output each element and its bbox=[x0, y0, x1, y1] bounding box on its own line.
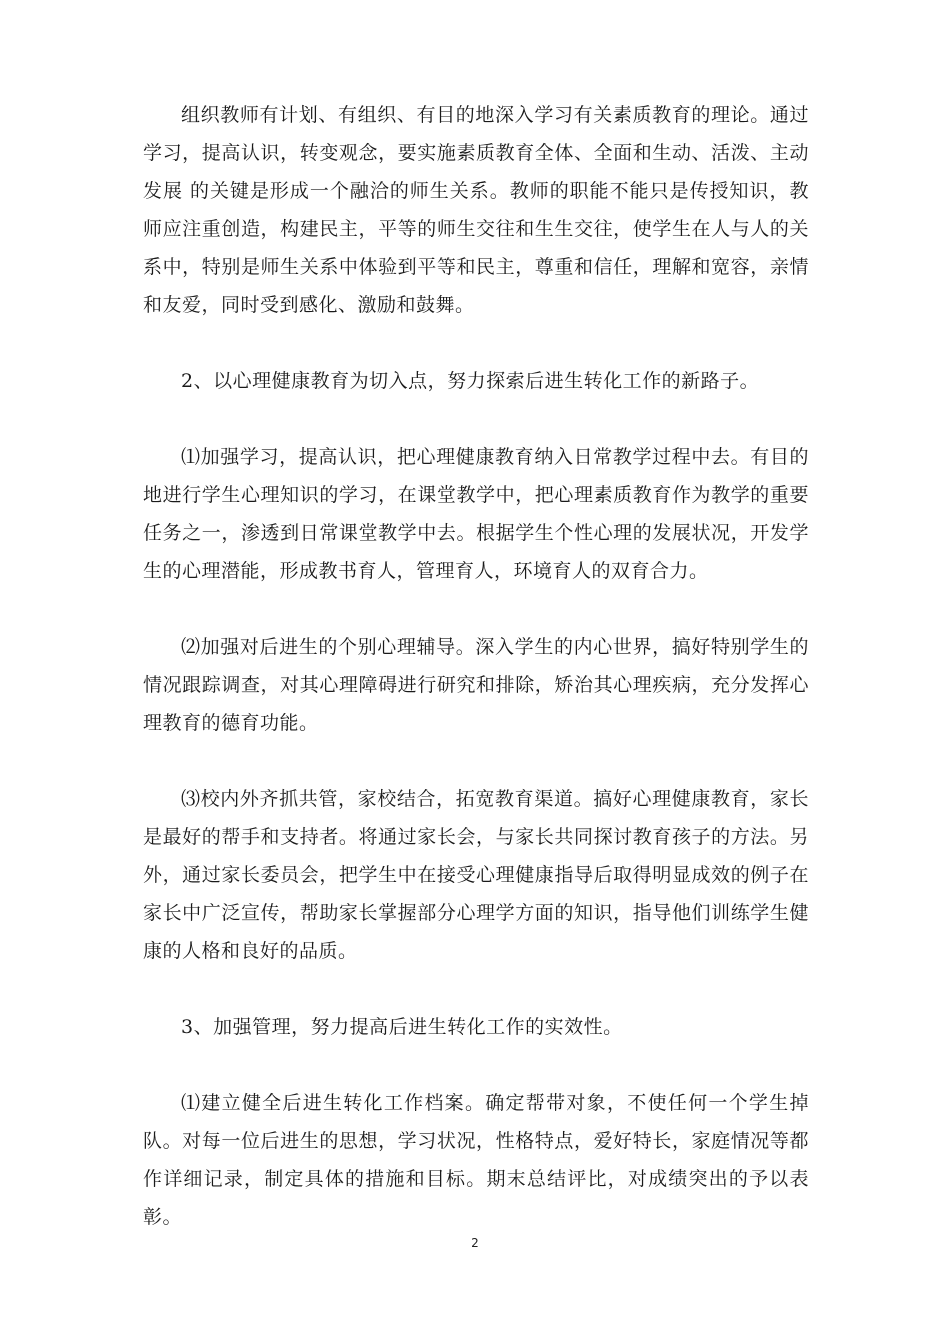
paragraph-item-archive: ⑴建立健全后进生转化工作档案。确定帮带对象，不使任何一个学生掉队。对每一位后进生的思想，学习状况，性格特点，爱好特长，家庭情况等都作详细记录，制定具体的措施和目标。期末总结评比，对成绩突出的予以表彰。 bbox=[143, 1092, 809, 1228]
paragraph-item-3: ⑶校内外齐抓共管，家校结合，拓宽教育渠道。搞好心理健康教育，家长是最好的帮手和支持者。将通过家长会，与家长共同探讨教育孩子的方法。另外，通过家长委员会，把学生中在接受心理健康指导后取得明显成效的例子在家长中广泛宣传，帮助家长掌握部分心理学方面的知识，指导他们训练学生健康的人格和良好的品质。 bbox=[143, 788, 809, 962]
paragraph-item-1: ⑴加强学习，提高认识，把心理健康教育纳入日常教学过程中去。有目的地进行学生心理知识的学习，在课堂教学中，把心理素质教育作为教学的重要任务之一，渗透到日常课堂教学中去。根据学生个性心理的发展状况，开发学生的心理潜能，形成教书育人，管理育人，环境育人的双育合力。 bbox=[143, 446, 809, 582]
document-body bbox=[143, 96, 809, 1236]
paragraph-item-2: ⑵加强对后进生的个别心理辅导。深入学生的内心世界，搞好特别学生的情况跟踪调查，对其心理障碍进行研究和排除，矫治其心理疾病，充分发挥心理教育的德育功能。 bbox=[143, 636, 809, 734]
section-heading-2: 2、以心理健康教育为切入点，努力探索后进生转化工作的新路子。 bbox=[181, 370, 760, 392]
section-heading-3: 3、加强管理，努力提高后进生转化工作的实效性。 bbox=[181, 1016, 623, 1038]
paragraph-teacher-study: 组织教师有计划、有组织、有目的地深入学习有关素质教育的理论。通过学习，提高认识，转变观念，要实施素质教育全体、全面和生动、活泼、主动发展 的关键是形成一个融洽的师生关系。教师的职能不能只是传授知识，教师应注重创造，构建民主，平等的师生交往和生生交往，使学生在人与人的关系中，特别是师生关系中体验到平等和民主，尊重和信任，理解和宽容，亲情和友爱，同时受到感化、激励和鼓舞。 bbox=[143, 104, 809, 316]
page-number: 2 bbox=[471, 1236, 479, 1250]
